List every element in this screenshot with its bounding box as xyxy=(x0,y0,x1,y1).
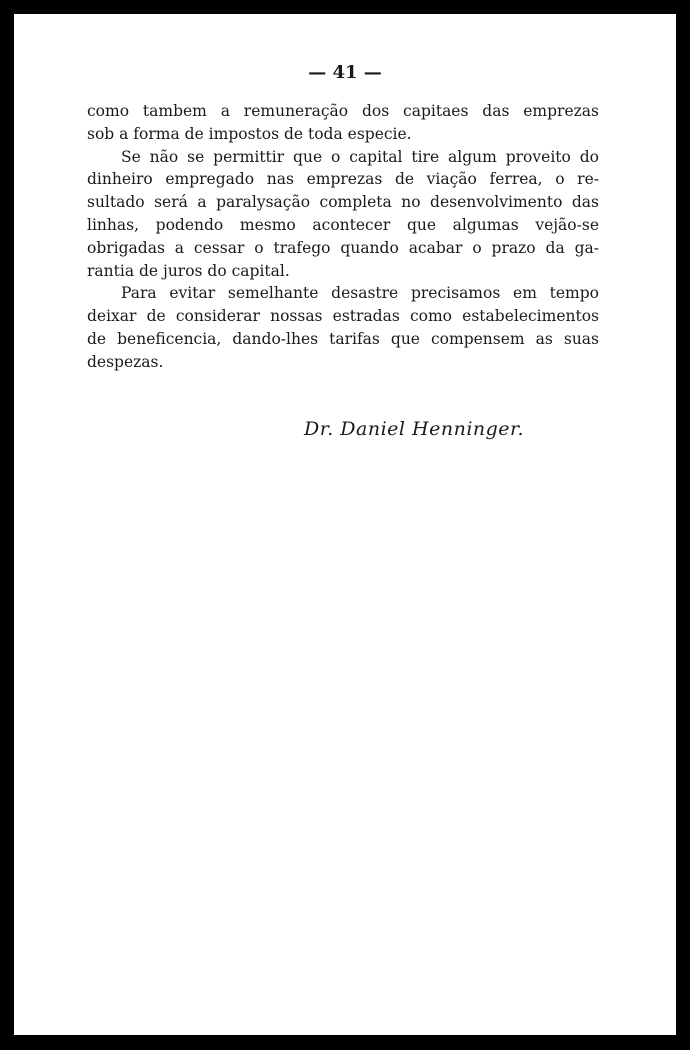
text-line: Para evitar semelhante desastre precisamos em tempo xyxy=(121,284,599,303)
text-line: como tambem a remuneração dos capitaes das emprezas xyxy=(87,102,599,120)
text-line: deixar de considerar nossas estradas como estabelecimentos xyxy=(87,307,599,326)
body-text xyxy=(87,100,599,374)
text-line: de beneficencia, dando-lhes tarifas que compensem as suas xyxy=(87,329,599,348)
paragraph-3 xyxy=(87,282,599,373)
text-line: obrigadas a cessar o trafego quando acabar o prazo da ga- xyxy=(87,238,599,257)
text-line: linhas, podendo mesmo acontecer que algumas vejão-se xyxy=(87,215,599,234)
text-line: dinheiro empregado nas emprezas de viação ferrea, o re- xyxy=(87,170,599,189)
paragraph-2 xyxy=(87,146,599,283)
text-line: sultado será a paralysação completa no desenvolvimento das xyxy=(87,193,599,212)
signature: Dr. Daniel Henninger. xyxy=(304,418,525,440)
page-number: — 41 — xyxy=(308,62,382,83)
text-line: Se não se permittir que o capital tire algum proveito do xyxy=(121,147,599,166)
text-line: rantia de juros do capital. xyxy=(87,261,290,280)
text-line: despezas. xyxy=(87,352,164,371)
text-line: sob a forma de impostos de toda especie. xyxy=(87,124,412,143)
paragraph-1 xyxy=(87,100,599,146)
document-page xyxy=(14,14,676,1035)
